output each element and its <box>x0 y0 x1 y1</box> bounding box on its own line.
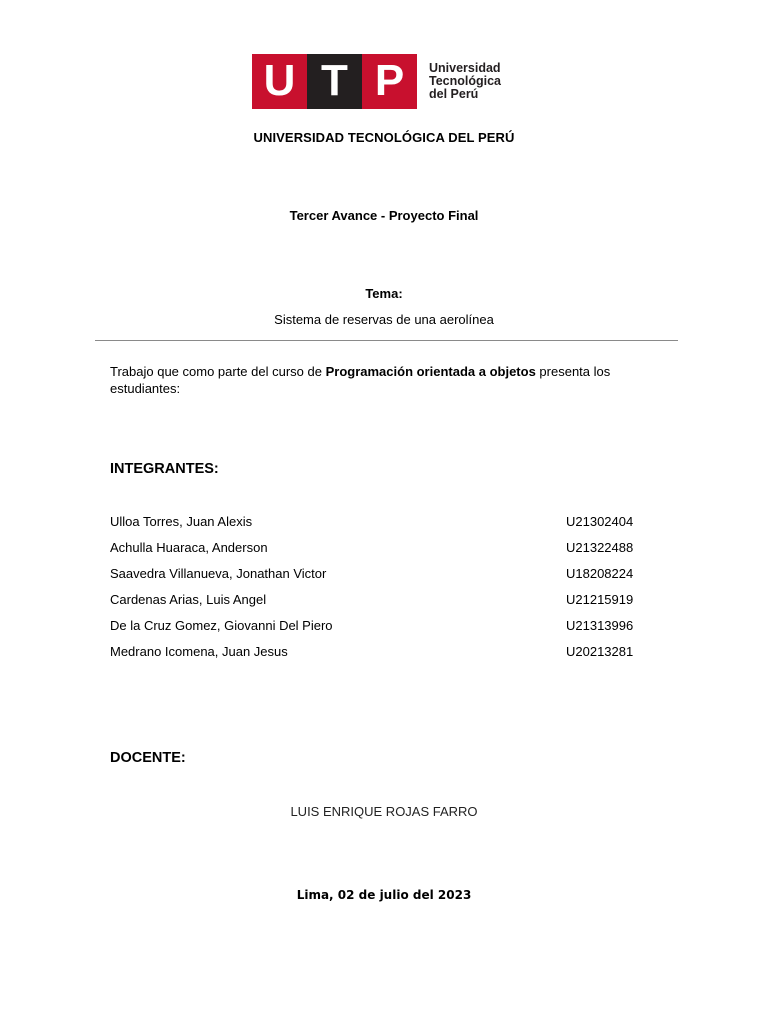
member-code: U21302404 <box>566 514 634 529</box>
logo-letter-u: U <box>252 54 307 109</box>
logo-word-3: del Perú <box>429 86 479 101</box>
member-code: U21313996 <box>566 618 634 633</box>
member-code: U21215919 <box>566 592 634 607</box>
university-title: UNIVERSIDAD TECNOLÓGICA DEL PERÚ <box>253 130 515 145</box>
member-row <box>110 514 650 534</box>
member-row <box>110 566 650 586</box>
tema-value: Sistema de reservas de una aerolínea <box>274 312 494 327</box>
member-name: Saavedra Villanueva, Jonathan Victor <box>110 566 327 581</box>
member-name: De la Cruz Gomez, Giovanni Del Piero <box>110 618 333 633</box>
intro-course: Programación orientada a objetos <box>325 364 536 379</box>
tema-label: Tema: <box>365 286 403 301</box>
member-code: U20213281 <box>566 644 634 659</box>
member-name: Medrano Icomena, Juan Jesus <box>110 644 288 659</box>
logo-letter-t: T <box>307 54 362 109</box>
member-name: Cardenas Arias, Luis Angel <box>110 592 267 607</box>
document-date: Lima, 02 de julio del 2023 <box>296 888 472 902</box>
member-name: Ulloa Torres, Juan Alexis <box>110 514 253 529</box>
horizontal-divider <box>95 340 678 341</box>
logo-word-2: Tecnológica <box>429 73 502 88</box>
intro-paragraph <box>110 364 670 397</box>
member-name: Achulla Huaraca, Anderson <box>110 540 268 555</box>
utp-logo <box>252 52 522 110</box>
intro-suffix: presenta los estudiantes: <box>110 364 611 396</box>
docente-heading: DOCENTE: <box>110 750 186 766</box>
logo-wordmark <box>429 62 501 101</box>
member-row <box>110 540 650 560</box>
logo-word-1: Universidad <box>429 60 501 75</box>
document-subtitle: Tercer Avance - Proyecto Final <box>289 208 479 223</box>
integrantes-heading: INTEGRANTES: <box>110 461 219 477</box>
intro-prefix: Trabajo que como parte del curso de <box>110 364 326 379</box>
member-row <box>110 618 650 638</box>
member-row <box>110 592 650 612</box>
member-row <box>110 644 650 664</box>
member-code: U21322488 <box>566 540 634 555</box>
docente-name: LUIS ENRIQUE ROJAS FARRO <box>290 804 478 819</box>
logo-letter-p: P <box>362 54 417 109</box>
member-code: U18208224 <box>566 566 634 581</box>
